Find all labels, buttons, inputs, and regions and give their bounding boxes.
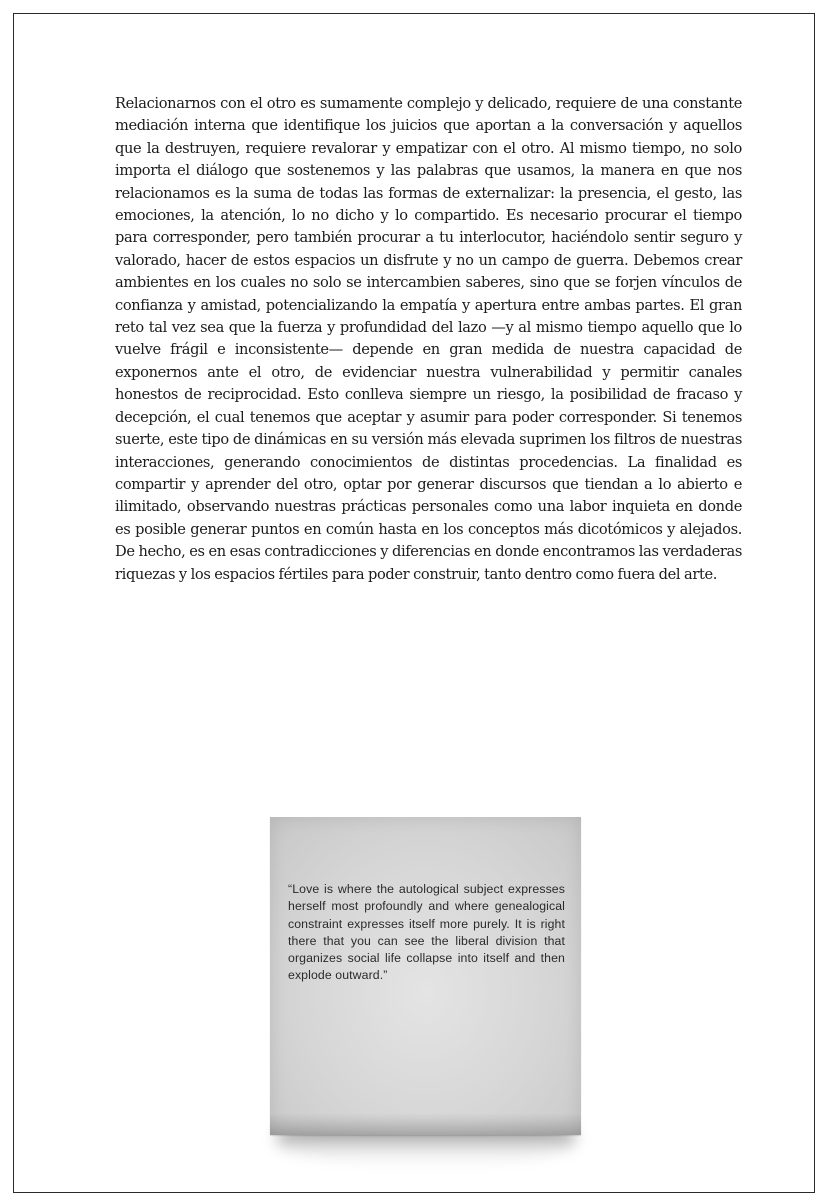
note-paper	[270, 817, 581, 1135]
body-paragraph: Relacionarnos con el otro es sumamente complejo y delicado, requiere de una constante mediación interna que identifique los juicios que aportan a la conversación y aquellos que la destruyen, requiere revalorar y empatizar con el otro. Al mismo tiempo, no solo importa el diálogo que sostenemos y las palabras que usamos, la manera en que nos relacionamos es la suma de todas las formas de externalizar: la presencia, el gesto, las emociones, la atención, lo no dicho y lo compartido. Es necesario procurar el tiempo para corresponder, pero también procurar a tu interlocutor, haciéndolo sentir seguro y valorado, hacer de estos espacios un disfrute y no un campo de guerra. Debemos crear ambientes en los cuales no solo se intercambien saberes, sino que se forjen vínculos de confianza y amistad, potencializando la empatía y apertura entre ambas partes. El gran reto tal vez sea que la fuerza y profundidad del lazo —y al mismo tiempo aquello que lo vuelve frágil e inconsistente— depende en gran medida de nuestra capacidad de exponernos ante el otro, de evidenciar nuestra vulnerabilidad y permitir canales honestos de reciprocidad. Esto conlleva siempre un riesgo, la posibilidad de fracaso y decepción, el cual tenemos que aceptar y asumir para poder corresponder. Si tenemos suerte, este tipo de dinámicas en su versión más elevada suprimen los filtros de nuestras interacciones, generando conocimientos de distintas procedencias. La finalidad es compartir y aprender del otro, optar por generar discursos que tiendan a lo abierto e ilimitado, observando nuestras prácticas personales como una labor inquieta en donde es posible generar puntos en común hasta en los conceptos más dicotómicos y alejados. De hecho, es en esas contradicciones y diferencias en donde encontramos las verdaderas riquezas y los espacios fértiles para poder construir, tanto dentro como fuera del arte.	[115, 95, 742, 583]
note-quote-text: “Love is where the autological subject expresses herself most profoundly and where genealogical constraint expresses itself more purely. It is right there that you can see the liberal division that organizes social life collapse into itself and then explode outward.”	[288, 882, 565, 983]
quote-note	[270, 817, 581, 1165]
